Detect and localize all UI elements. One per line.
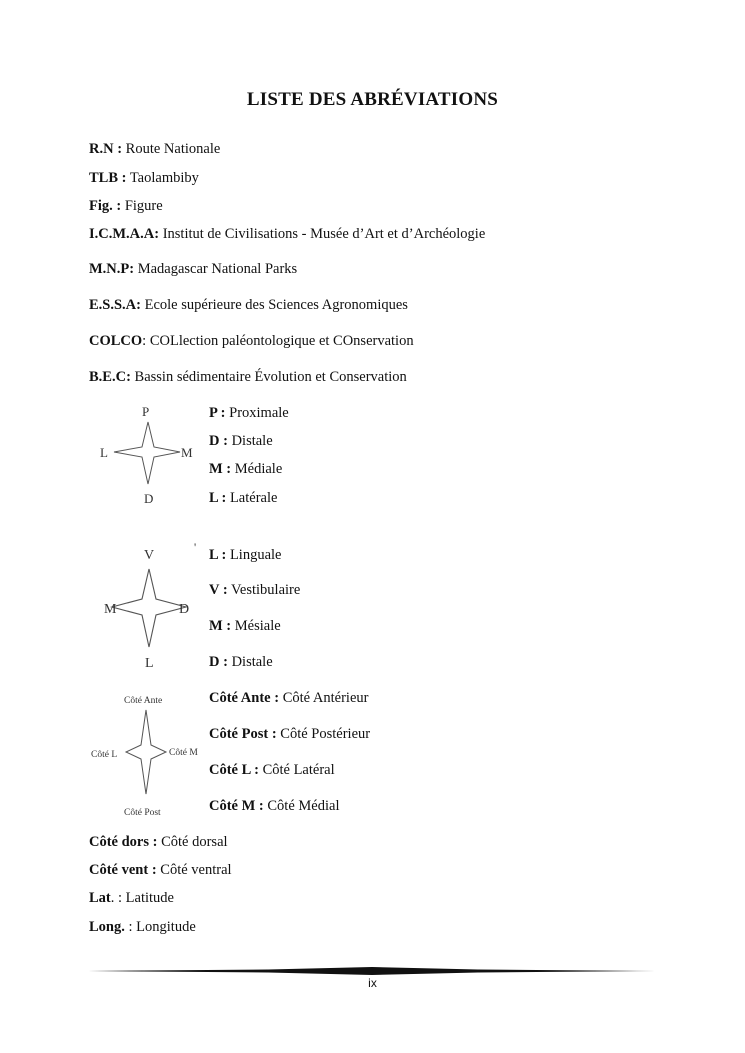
entry-value: Latérale [226,490,278,506]
abbr-value: : Longitude [124,919,196,935]
compass-rose-proximal-distal [92,402,204,510]
entry-value: Vestibulaire [227,582,301,598]
entry-key: Côté Post : [209,726,277,742]
abbr-value: Bassin sédimentaire Évolution et Conservation [130,369,407,385]
compass2-entry-d [209,654,273,671]
compass-rose-dental [94,541,212,673]
entry-key: P : [209,405,226,421]
abbr-key: Côté vent : [89,862,157,878]
abbr-value: Figure [121,198,163,214]
page-title: LISTE DES ABRÉVIATIONS [246,89,499,110]
abbr-key: Long. [89,919,125,935]
abbr-lat [89,890,174,907]
entry-value: Distale [227,433,273,449]
entry-key: Côté L : [209,762,259,778]
compass-rose-sides [86,690,210,820]
abbr-value: : COLlection paléontologique et COnservation [142,333,414,349]
abbr-value: Côté dorsal [157,834,228,850]
abbr-value: Côté ventral [156,862,232,878]
compass-label-left: Côté L [91,750,118,760]
entry-value: Côté Postérieur [276,726,371,742]
entry-key: D : [209,654,228,670]
abbr-long [89,919,196,936]
entry-value: Médiale [231,461,283,477]
compass3-entry-post [209,726,370,743]
entry-key: M : [209,618,232,634]
compass-label-right: D [179,602,190,617]
abbr-tlb [89,170,199,187]
abbr-essa [89,297,408,314]
compass-star-shape [112,569,186,647]
compass-label-right: M [181,445,193,460]
abbr-key: Fig. : [89,198,122,214]
abbr-cote-vent [89,862,232,879]
entry-key: V : [209,582,228,598]
compass-label-right: Côté M [169,748,198,758]
abbr-value: Institut de Civilisations - Musée d’Art et d’Archéologie [159,226,486,242]
abbr-key: M.N.P: [89,261,135,277]
compass-star-shape [114,422,180,484]
compass-star-shape [126,710,166,794]
entry-key: M : [209,461,232,477]
compass1-entry-p [209,405,289,422]
compass-label-bottom: L [145,656,154,671]
abbr-key: E.S.S.A: [89,297,141,313]
entry-value: Côté Antérieur [279,690,369,706]
abbr-value: Route Nationale [122,141,221,157]
compass-label-left: M [104,602,117,617]
compass-label-bottom: Côté Post [124,808,161,818]
compass-stray-mark: ' [194,541,197,554]
entry-value: Côté Médial [263,798,340,814]
entry-value: Proximale [225,405,289,421]
page-number: ix [368,976,377,990]
abbr-value: Taolambiby [126,170,199,186]
abbr-key: Lat [89,890,111,906]
abbr-cote-dors [89,834,228,851]
compass-label-top: P [142,404,150,419]
abbr-bec [89,369,407,386]
abbr-key: B.E.C: [89,369,131,385]
entry-value: Linguale [226,547,282,563]
compass1-entry-m [209,461,282,478]
abbr-key: COLCO [89,333,143,349]
footer-divider-shape [88,967,656,975]
entry-value: Mésiale [231,618,281,634]
abbr-mnp [89,261,297,278]
compass3-entry-ante [209,690,368,707]
compass1-entry-d [209,433,273,450]
entry-key: Côté M : [209,798,264,814]
compass-label-left: L [100,445,108,460]
compass2-entry-l [209,547,282,564]
abbr-value: . : Latitude [110,890,174,906]
compass-label-top: V [144,548,155,563]
entry-key: Côté Ante : [209,690,280,706]
abbr-value: Madagascar National Parks [134,261,298,277]
abbr-fig [89,198,163,215]
compass3-entry-l [209,762,335,779]
compass3-entry-m [209,798,339,815]
entry-key: L : [209,490,227,506]
entry-key: D : [209,433,228,449]
abbr-colco [89,333,414,350]
abbr-key: I.C.M.A.A: [89,226,160,242]
abbr-key: R.N : [89,141,123,157]
abbr-icmaa [89,226,485,243]
compass1-entry-l [209,490,277,507]
abbr-value: Ecole supérieure des Sciences Agronomiques [140,297,408,313]
compass2-entry-m [209,618,281,635]
compass2-entry-v [209,582,300,599]
entry-value: Distale [227,654,273,670]
compass-label-top: Côté Ante [124,696,163,706]
entry-key: L : [209,547,227,563]
entry-value: Côté Latéral [258,762,335,778]
compass-label-bottom: D [144,491,154,506]
abbr-rn [89,141,220,158]
abbr-key: TLB : [89,170,127,186]
abbr-key: Côté dors : [89,834,158,850]
